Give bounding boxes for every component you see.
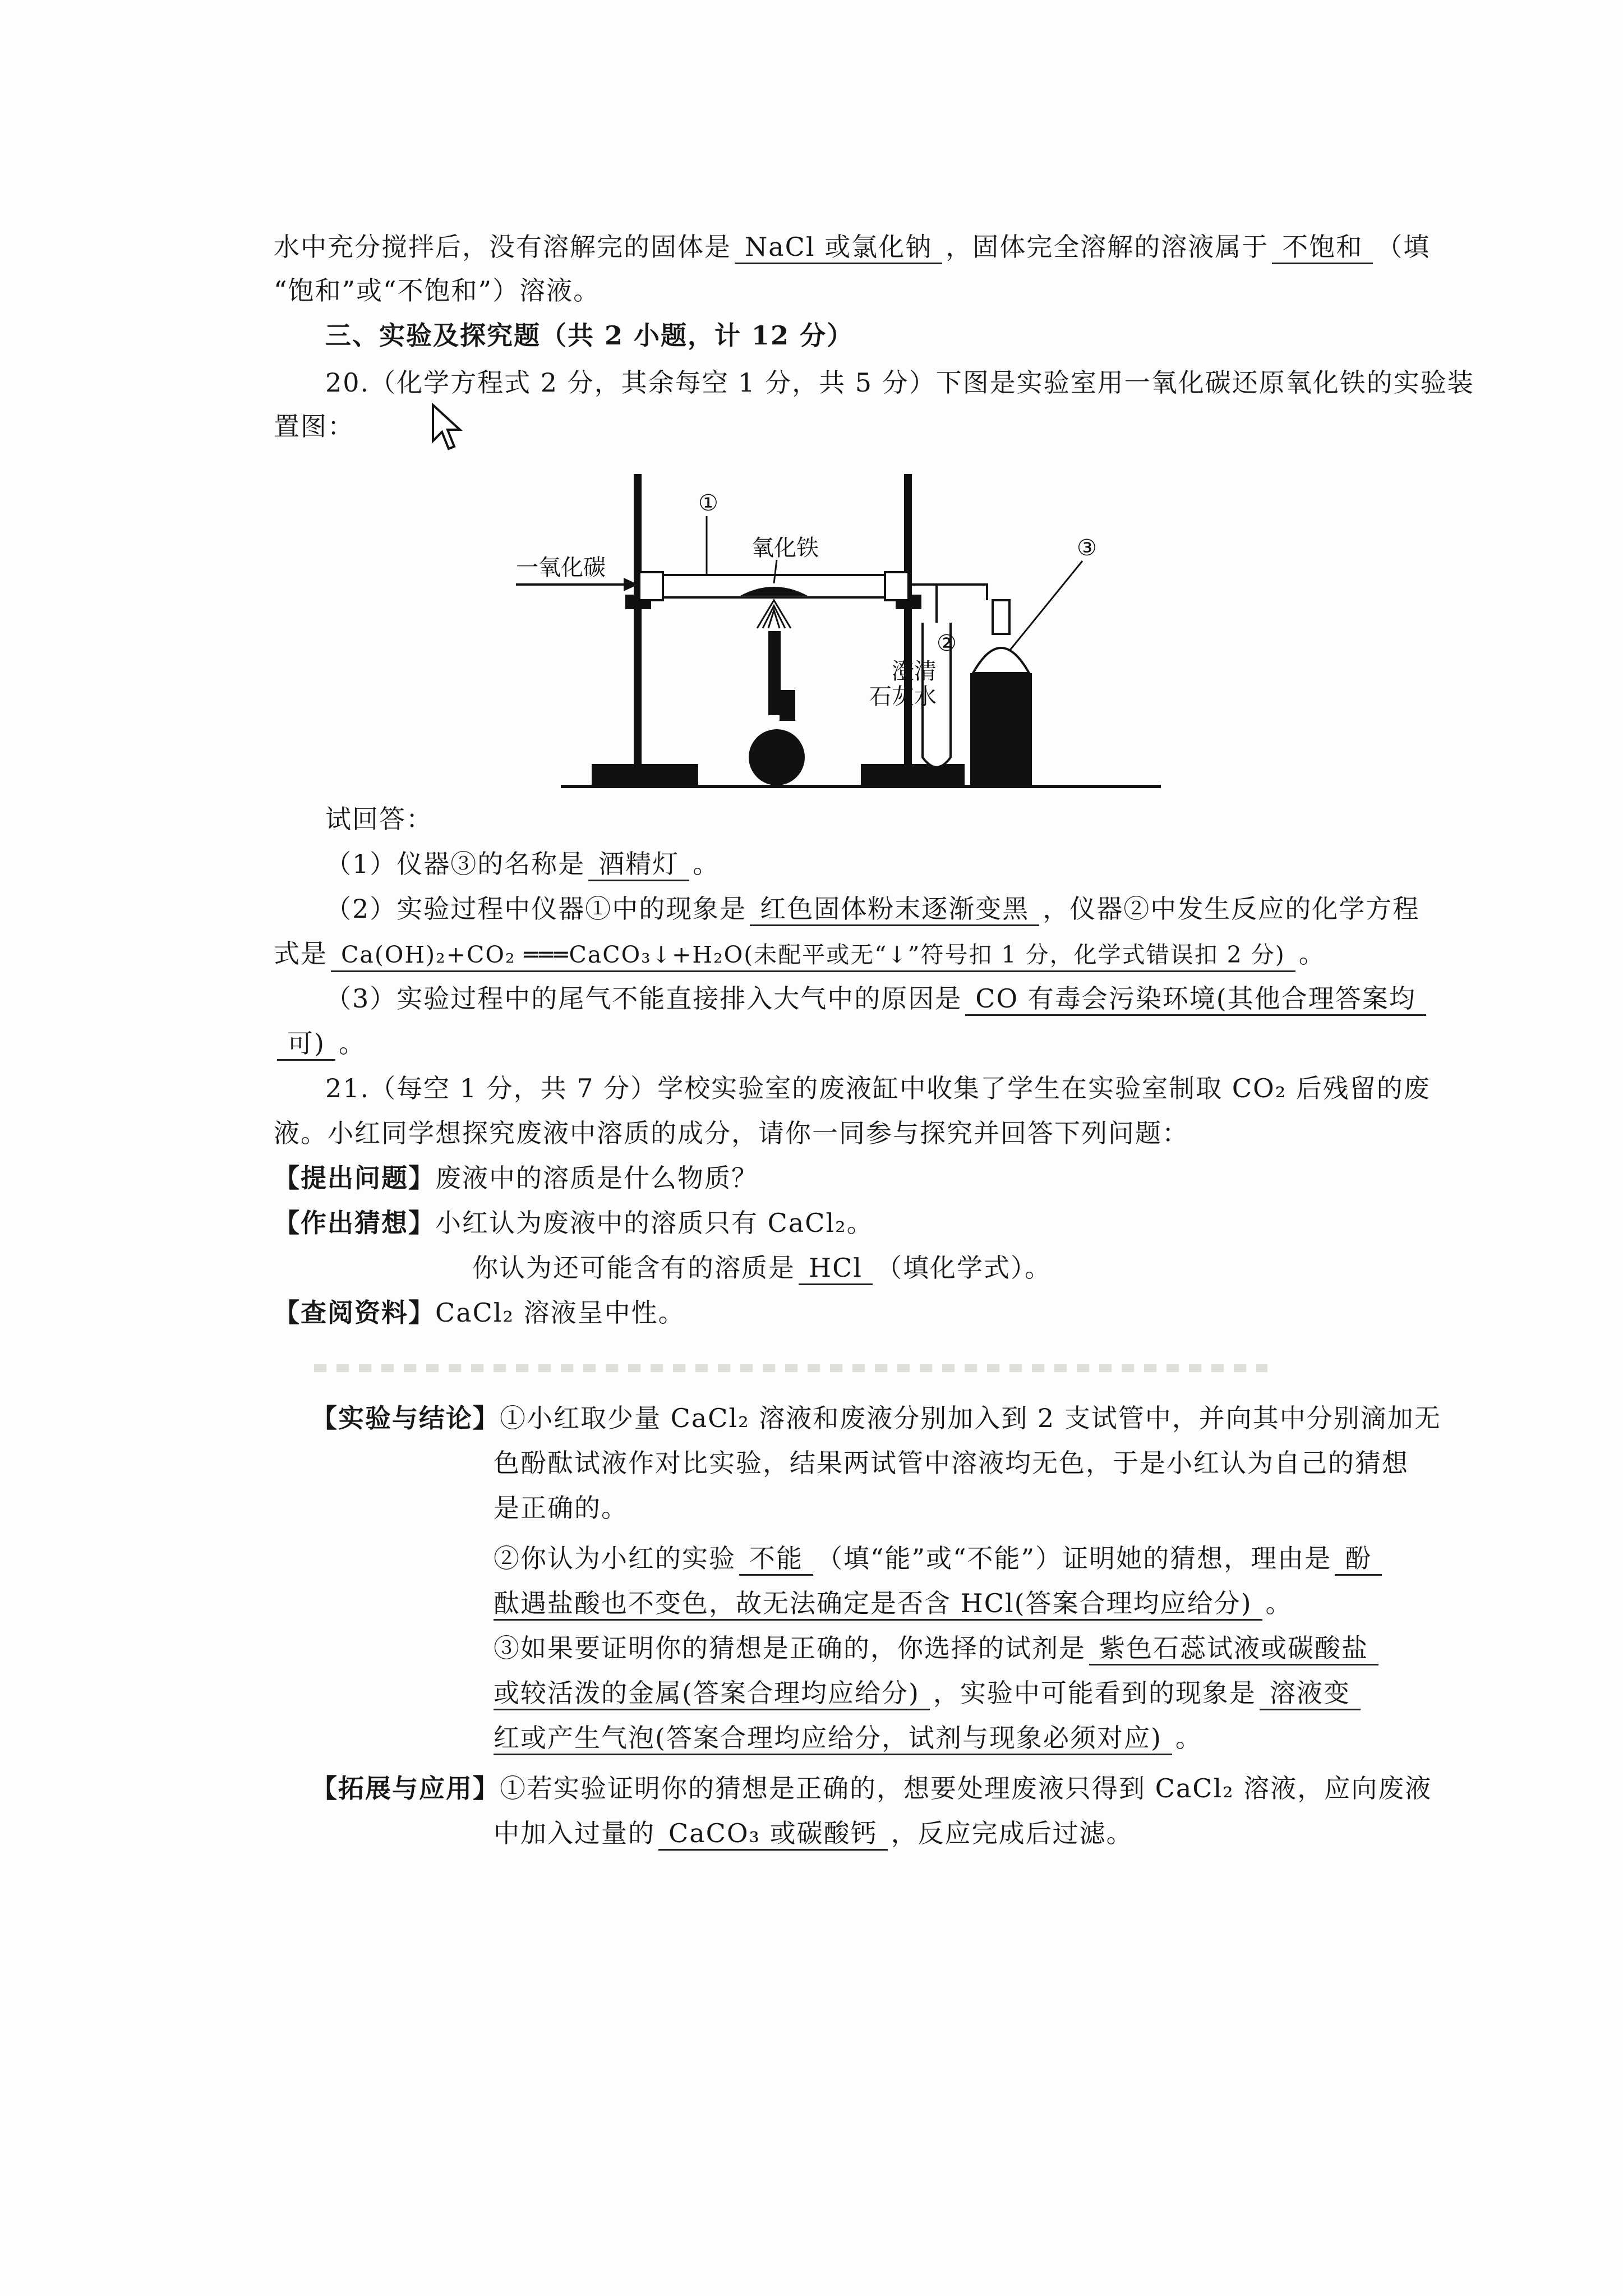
try-answer: 试回答：: [325, 804, 433, 834]
answer-equation: Ca(OH)₂+CO₂ ═══CaCO₃↓+H₂O(未配平或无“↓”符号扣 1 分，化学式错误扣 2 分): [331, 939, 1295, 972]
question-20-cont: 置图：: [274, 411, 354, 441]
answer-tail-gas: CO 有毒会污染环境(其他合理答案均: [965, 983, 1426, 1016]
line-1: 水中充分搅拌后，没有溶解完的固体是 NaCl 或氯化钠 ，固体完全溶解的溶液属于 不饱和 （填: [274, 230, 1430, 264]
question-21-cont: 液。小红同学想探究废液中溶质的成分，请你一同参与探究并回答下列问题：: [274, 1118, 1189, 1148]
exp3: ③如果要证明你的猜想是正确的，你选择的试剂是 紫色石蕊试液或碳酸盐: [494, 1631, 1382, 1665]
answer-phenomenon-start: 溶液变: [1260, 1677, 1361, 1710]
answer-hcl: HCl: [799, 1252, 873, 1285]
q20-part3: （3）实验过程中的尾气不能直接排入大气中的原因是 CO 有毒会污染环境(其他合理答案均: [325, 982, 1430, 1016]
exp3-cont2: 红或产生气泡(答案合理均应给分，试剂与现象必须对应) 。: [494, 1721, 1202, 1755]
label-limewater-1: 澄清: [892, 659, 937, 684]
question-20: 20.（化学方程式 2 分，其余每空 1 分，共 5 分）下图是实验室用一氧化碳还原氧化铁的实验装: [325, 367, 1474, 398]
exp1-line3: 是正确的。: [494, 1493, 628, 1523]
answer-caco3: CaCO₃ 或碳酸钙: [658, 1818, 888, 1851]
extension-application: 【拓展与应用】①若实验证明你的猜想是正确的，想要处理废液只得到 CaCl₂ 溶液，应向废液: [311, 1773, 1432, 1803]
answer-phenomenon-cont: 红或产生气泡(答案合理均应给分，试剂与现象必须对应): [494, 1722, 1172, 1755]
stand-base-left: [592, 764, 698, 785]
answer-reason-start: 酚: [1335, 1543, 1382, 1576]
stopper-left: [639, 572, 663, 600]
answer-unsaturated: 不饱和: [1272, 231, 1373, 264]
label-instrument-3: ③: [1077, 535, 1097, 561]
answer-reagent-cont: 或较活泼的金属(答案合理均应给分): [494, 1677, 930, 1710]
experiment-apparatus-diagram: [505, 466, 1206, 802]
answer-cannot: 不能: [739, 1543, 813, 1576]
q20-part3-cont: 可) 。: [274, 1027, 366, 1061]
mouse-pointer-icon: [431, 403, 464, 453]
exp1-line2: 色酚酞试液作对比实验，结果两试管中溶液均无色，于是小红认为自己的猜想: [494, 1448, 1409, 1478]
wood-block: [970, 673, 1032, 785]
stand-rod-left: [634, 474, 642, 780]
burner-base: [749, 729, 805, 785]
q20-part2-cont: 式是 Ca(OH)₂+CO₂ ═══CaCO₃↓+H₂O(未配平或无“↓”符号扣 1 分，化学式错误扣 2 分) 。: [274, 937, 1326, 972]
make-guess: 【作出猜想】小红认为废液中的溶质只有 CaCl₂。: [274, 1208, 874, 1238]
reference-info: 【查阅资料】CaCl₂ 溶液呈中性。: [274, 1297, 685, 1328]
answer-reagent: 紫色石蕊试液或碳酸盐: [1089, 1632, 1378, 1665]
ask-question: 【提出问题】废液中的溶质是什么物质？: [274, 1163, 758, 1193]
answer-tail-gas-cont: 可): [277, 1028, 335, 1061]
label-instrument-1: ①: [698, 490, 718, 516]
exp2-cont: 酞遇盐酸也不变色，故无法确定是否含 HCl(答案合理均应给分) 。: [494, 1586, 1293, 1621]
line-2: “饱和”或“不饱和”）溶液。: [274, 275, 601, 306]
answer-phenomenon: 红色固体粉末逐渐变黑: [750, 893, 1039, 926]
label-instrument-2: ②: [937, 631, 957, 656]
make-guess-2: 你认为还可能含有的溶质是 HCl （填化学式）。: [472, 1251, 1052, 1285]
q20-part2: （2）实验过程中仪器①中的现象是 红色固体粉末逐渐变黑 ，仪器②中发生反应的化学方程: [325, 892, 1419, 926]
answer-reason: 酞遇盐酸也不变色，故无法确定是否含 HCl(答案合理均应给分): [494, 1588, 1262, 1621]
exp3-cont: 或较活泼的金属(答案合理均应给分) ，实验中可能看到的现象是 溶液变: [494, 1676, 1364, 1710]
label-iron-oxide: 氧化铁: [751, 535, 819, 561]
alcohol-lamp: [973, 648, 1029, 673]
section-heading: 三、实验及探究题（共 2 小题，计 12 分）: [325, 320, 854, 351]
exp2: ②你认为小红的实验 不能 （填“能”或“不能”）证明她的猜想，理由是 酚: [494, 1542, 1385, 1576]
faded-scan-line: [314, 1364, 1267, 1372]
burner-tube: [768, 631, 781, 715]
answer-solid: NaCl 或氯化钠: [735, 231, 942, 264]
experiment-conclusion: 【实验与结论】①小红取少量 CaCl₂ 溶液和废液分别加入到 2 支试管中，并向其中分别滴加无: [311, 1403, 1441, 1433]
answer-alcohol-lamp: 酒精灯: [588, 848, 689, 881]
q20-part1: （1）仪器③的名称是 酒精灯 。: [325, 847, 720, 881]
label-carbon-monoxide: 一氧化碳: [516, 555, 606, 581]
ext1-cont: 中加入过量的 CaCO₃ 或碳酸钙 ，反应完成后过滤。: [494, 1816, 1133, 1851]
question-21: 21.（每空 1 分，共 7 分）学校实验室的废液缸中收集了学生在实验室制取 CO₂ 后残留的废: [325, 1073, 1431, 1103]
label-limewater-2: 石灰水: [869, 684, 937, 710]
stand-base-right: [861, 764, 965, 785]
stand-rod-right: [904, 474, 912, 780]
stopper-right: [885, 572, 909, 600]
